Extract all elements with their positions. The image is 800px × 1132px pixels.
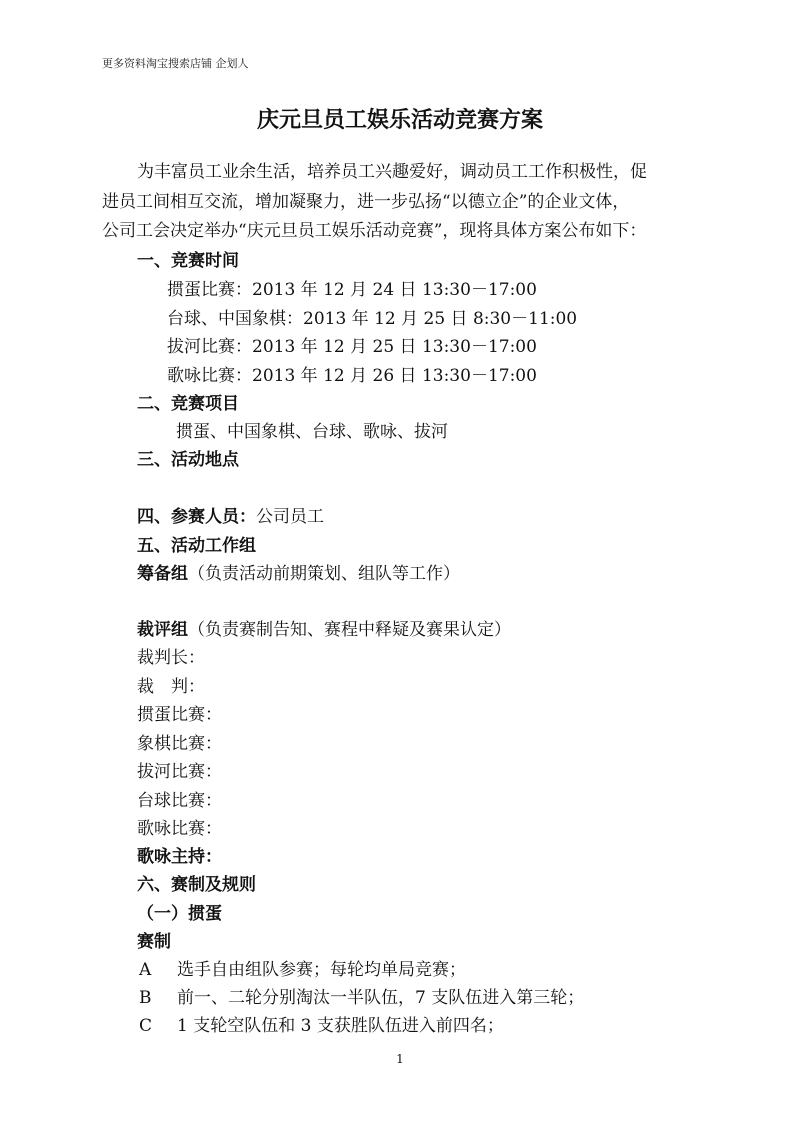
intro-line-1: 为丰富员工业余生活，培养员工兴趣爱好，调动员工工作积极性，促	[137, 162, 647, 182]
rule-text: 前一、二轮分别淘汰一半队伍，7 支队伍进入第三轮；	[177, 988, 585, 1008]
role-line: 歌咏比赛：	[137, 819, 222, 839]
section-2-heading: 二、竞赛项目	[137, 394, 239, 414]
schedule-item: 拔河比赛：2013 年 12 月 25 日 13:30－17:00	[167, 337, 537, 357]
document-title: 庆元旦员工娱乐活动竞赛方案	[256, 108, 543, 133]
rule-line	[139, 983, 584, 1008]
section-3-heading: 三、活动地点	[137, 450, 239, 470]
sub-heading-guandan: （一）掼蛋	[137, 904, 222, 924]
role-line: 拔河比赛：	[137, 762, 222, 782]
schedule-item: 台球、中国象棋：2013 年 12 月 25 日 8:30－11:00	[167, 309, 578, 329]
page-number: 1	[396, 1052, 404, 1066]
role-line: 象棋比赛：	[137, 734, 222, 754]
page-header: 更多资料淘宝搜索店铺 企划人	[102, 57, 249, 70]
rule-label: C	[139, 1016, 153, 1036]
prep-group	[137, 559, 460, 584]
host-line: 歌咏主持：	[137, 847, 222, 867]
section-4-heading: 四、参赛人员：	[137, 507, 256, 527]
section-6-heading: 六、赛制及规则	[137, 875, 256, 895]
rule-line	[139, 1011, 504, 1036]
role-line: 裁 判：	[137, 677, 205, 697]
section-1-heading: 一、竞赛时间	[137, 251, 239, 271]
intro-line-2: 进员工间相互交流，增加凝聚力，进一步弘扬“以德立企”的企业文体，	[102, 192, 630, 212]
role-line: 掼蛋比赛：	[137, 705, 222, 725]
prep-group-note: （负责活动前期策划、组队等工作）	[188, 564, 460, 584]
judge-group-note: （负责赛制告知、赛程中释疑及赛果认定）	[188, 620, 511, 640]
schedule-item: 歌咏比赛：2013 年 12 月 26 日 13:30－17:00	[167, 366, 537, 386]
participants: 公司员工	[256, 507, 324, 527]
rule-text: 1 支轮空队伍和 3 支获胜队伍进入前四名；	[177, 1016, 504, 1036]
role-line: 台球比赛：	[137, 791, 222, 811]
rule-line	[139, 955, 466, 980]
format-label: 赛制	[137, 932, 171, 952]
prep-group-label: 筹备组	[137, 564, 188, 584]
rule-text: 选手自由组队参赛；每轮均单局竞赛；	[177, 960, 466, 980]
competition-items: 掼蛋、中国象棋、台球、歌咏、拔河	[176, 422, 448, 442]
rule-label: B	[139, 988, 152, 1008]
judge-group-label: 裁评组	[137, 620, 188, 640]
role-line: 裁判长：	[137, 648, 205, 668]
section-4	[137, 502, 324, 527]
section-5-heading: 五、活动工作组	[137, 536, 256, 556]
intro-line-3: 公司工会决定举办“庆元旦员工娱乐活动竞赛”，现将具体方案公布如下：	[102, 221, 647, 241]
rule-label: A	[139, 960, 152, 980]
judge-group	[137, 615, 511, 640]
schedule-item: 掼蛋比赛：2013 年 12 月 24 日 13:30－17:00	[167, 280, 537, 300]
